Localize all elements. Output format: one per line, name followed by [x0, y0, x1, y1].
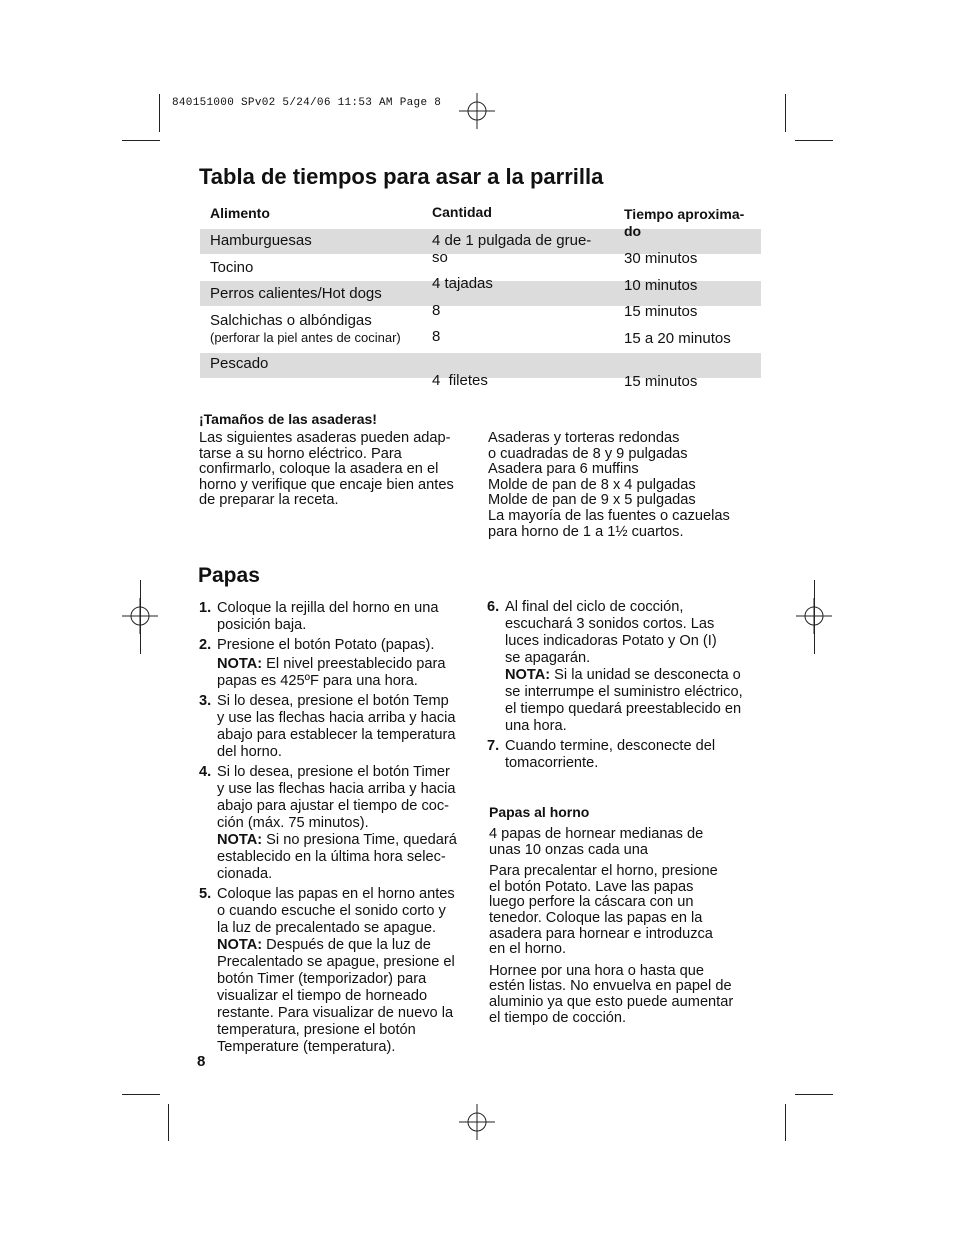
crop-mark [140, 580, 141, 654]
papas-title: Papas [198, 564, 260, 587]
table-cell-time: 15 a 20 minutos [624, 330, 731, 347]
table-cell-time: 15 minutos [624, 373, 698, 390]
column-header-food: Alimento [210, 205, 270, 221]
column-header-quantity: Cantidad [432, 204, 492, 220]
table-cell-food: Salchichas o albóndigas [210, 312, 372, 329]
crop-mark [122, 140, 160, 141]
step-item: 7. Cuando termine, desconecte del tomacorriente. [487, 738, 716, 771]
crop-mark [795, 140, 833, 141]
papas-steps-left [199, 600, 471, 1059]
print-header: 840151000 SPv02 5/24/06 11:53 AM Page 8 [172, 97, 442, 109]
step-item: 2. Presione el botón Potato (papas). NOTA: El nivel preestablecido para papas es 425ºF para una hora. [199, 637, 446, 689]
column-header-time-cont: do [624, 223, 642, 239]
pan-sizes-heading: ¡Tamaños de las asaderas! [199, 411, 377, 427]
crop-mark [785, 1104, 786, 1141]
step-item: 6. Al final del ciclo de cocción, escuchará 3 sonidos cortos. Las luces indicadoras Potato y On (I) se apagarán. NOTA: Si la unidad se desconecta o se interrumpe el suministro eléctrico, el tiempo quedará preestablecido en una hora. [487, 599, 743, 734]
pan-sizes-list: Asaderas y torteras redondas o cuadradas de 8 y 9 pulgadas Asadera para 6 muffins Molde de pan de 8 x 4 pulgadas Molde de pan de 9 x 5 pulgadas La mayoría de las fuentes o cazuelas para horno de 1 a 1½ cuartos. [488, 430, 730, 540]
table-cell-food: Pescado [210, 355, 269, 372]
table-cell-time: 10 minutos [624, 277, 698, 294]
table-cell-food-note: (perforar la piel antes de cocinar) [210, 330, 401, 345]
page-number: 8 [197, 1053, 206, 1070]
table-cell-time: 30 minutos [624, 250, 698, 267]
registration-mark-icon [459, 1104, 495, 1140]
baked-potatoes-text: 4 papas de hornear medianas de unas 10 onzas cada una Para precalentar el horno, presione el botón Potato. Lave las papas luego perfore la cáscara con un tenedor. Coloque las papas en la asadera para hornear e introduzca en el horno. Hornee por una hora o hasta que estén listas. No envuelva en papel de aluminio ya que esto puede aumentar el tiempo de cocción. [489, 826, 734, 1026]
registration-mark-icon [459, 93, 495, 129]
step-item: 5. Coloque las papas en el horno antes o cuando escuche el sonido corto y la luz de precalentado se apague. NOTA: Después de que la luz de Precalentado se apague, presione el botón Timer (temporizador) para visualizar el tiempo de horneado restante. Para visualizar de nuevo la temperatura, presione el botón Temperature (temperatura). [199, 886, 455, 1055]
crop-mark [785, 94, 786, 132]
column-header-time: Tiempo aproxima- [624, 206, 745, 222]
table-cell-quantity: 4 filetes [432, 372, 488, 389]
table-cell-quantity: 8 [432, 328, 441, 345]
baked-potatoes-heading: Papas al horno [489, 804, 590, 820]
step-item: 3. Si lo desea, presione el botón Temp y use las flechas hacia arriba y hacia abajo para establecer la temperatura del horno. [199, 693, 456, 760]
crop-mark [168, 1104, 169, 1141]
table-cell-food: Tocino [210, 259, 254, 276]
crop-mark [814, 580, 815, 654]
table-cell-quantity: 4 de 1 pulgada de grue- [432, 232, 592, 249]
pan-sizes-intro: Las siguientes asaderas pueden adap- tarse a su horno eléctrico. Para confirmarlo, coloque la asadera en el horno y verifique que encaje bien antes de preparar la receta. [199, 430, 454, 509]
crop-mark [122, 1094, 160, 1095]
grill-table-title: Tabla de tiempos para asar a la parrilla [199, 164, 604, 189]
step-item: 1. Coloque la rejilla del horno en una posición baja. [199, 600, 439, 633]
table-cell-quantity: so [432, 249, 448, 266]
crop-mark [795, 1094, 833, 1095]
table-cell-quantity: 8 [432, 302, 441, 319]
crop-mark [159, 94, 160, 132]
table-cell-quantity: 4 tajadas [432, 275, 493, 292]
step-item: 4. Si lo desea, presione el botón Timer y use las flechas hacia arriba y hacia abajo para ajustar el tiempo de coc- ción (máx. 75 minutos). NOTA: Si no presiona Time, quedará establecido en la última hora selec- cionada. [199, 764, 457, 882]
table-cell-food: Hamburguesas [210, 232, 312, 249]
table-cell-time: 15 minutos [624, 303, 698, 320]
table-cell-food: Perros calientes/Hot dogs [210, 285, 382, 302]
papas-steps-right [487, 599, 762, 775]
